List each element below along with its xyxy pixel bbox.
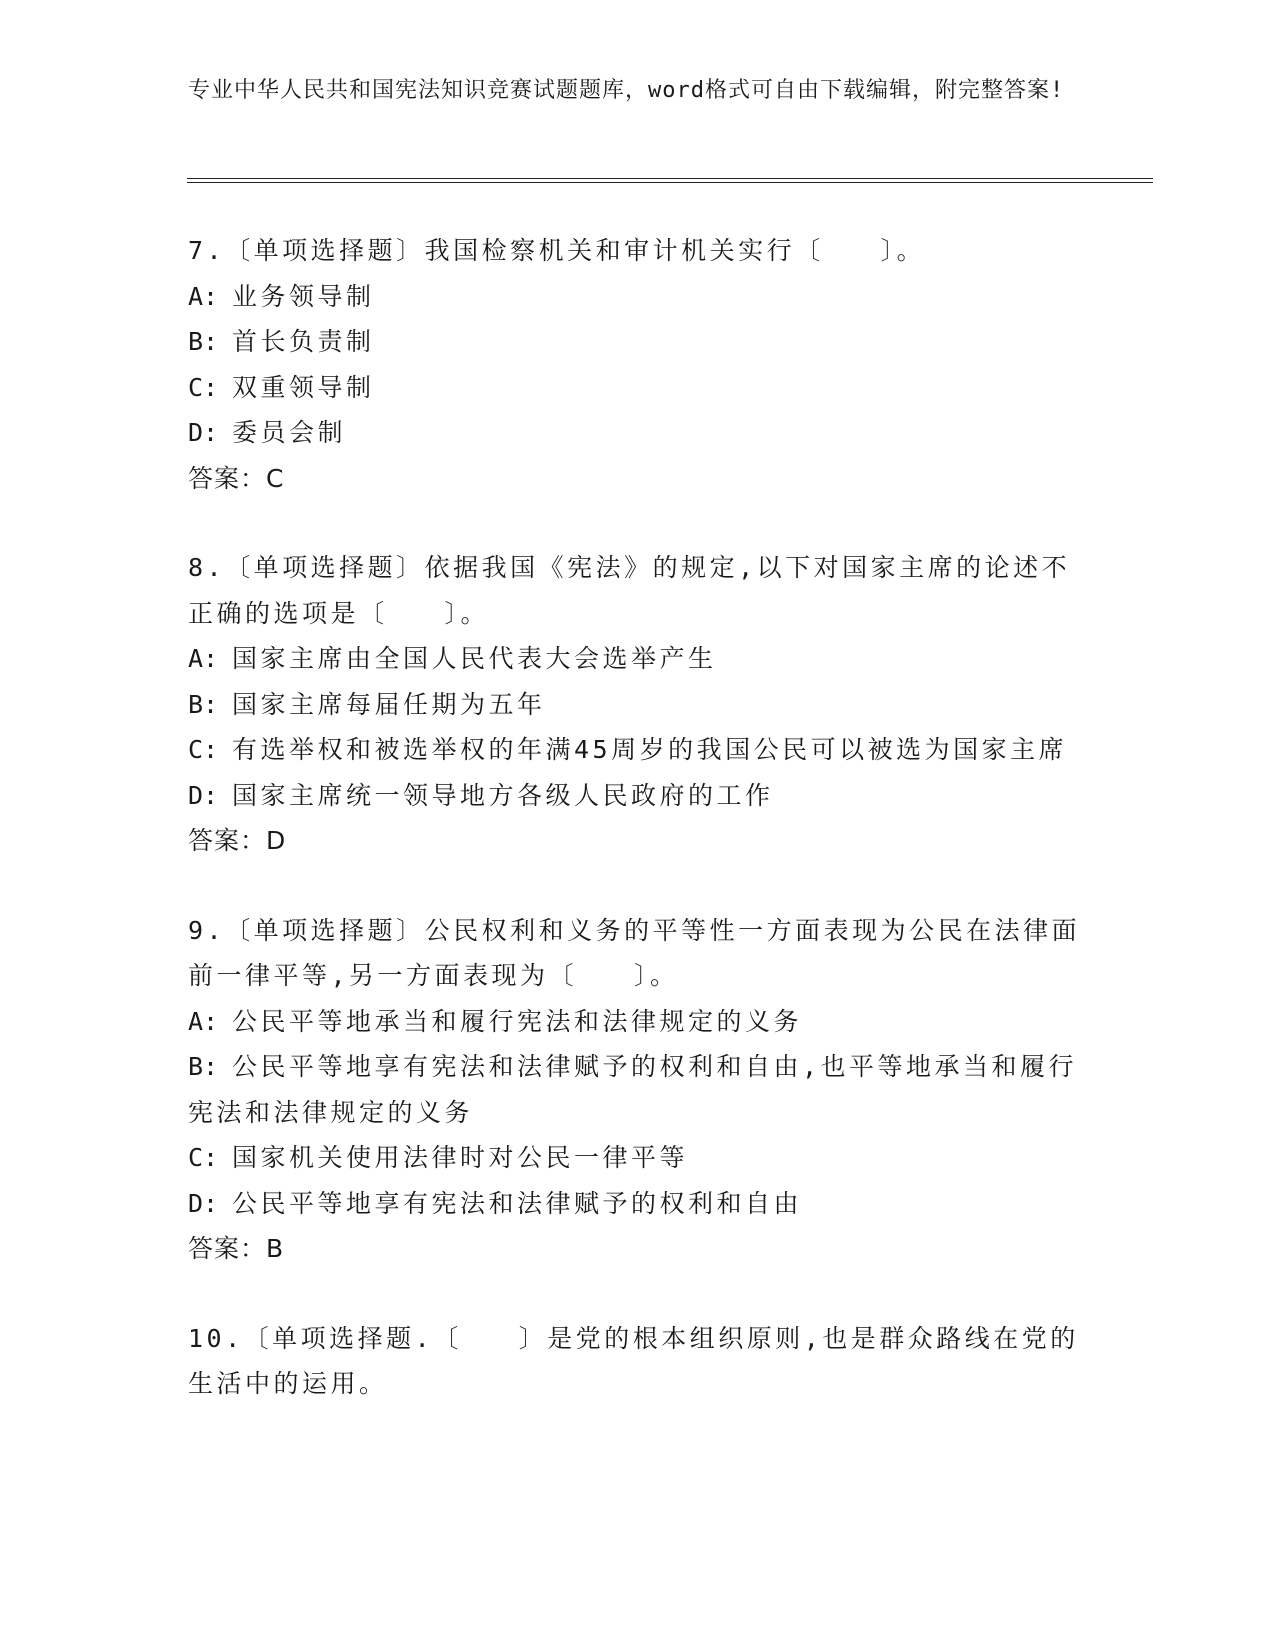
option-letter: A: [188, 1006, 219, 1036]
option-d [188, 410, 1088, 456]
option-text: 国家主席由全国人民代表大会选举产生 [232, 644, 717, 673]
option-a [188, 999, 1088, 1045]
option-letter: C: [188, 1143, 219, 1172]
option-letter: B: [188, 1052, 219, 1081]
option-text: 国家主席每届任期为五年 [232, 689, 546, 719]
option-b [188, 1044, 1088, 1135]
option-letter: D: [188, 1188, 219, 1218]
option-c [188, 727, 1088, 773]
option-a [188, 636, 1088, 682]
question-stem: 7.〔单项选择题〕我国检察机关和审计机关实行〔 〕。 [188, 236, 926, 265]
option-letter: B: [188, 689, 219, 719]
option-d [188, 773, 1088, 819]
option-letter: D: [188, 418, 219, 447]
option-a [188, 274, 1088, 320]
option-text: 公民平等地享有宪法和法律赋予的权利和自由 [232, 1188, 803, 1218]
option-text: 委员会制 [232, 418, 347, 447]
option-letter: C: [188, 372, 219, 402]
question-7 [188, 228, 1088, 501]
option-text: 首长负责制 [232, 327, 375, 356]
option-text: 公民平等地承当和履行宪法和法律规定的义务 [232, 1006, 803, 1036]
option-text: 业务领导制 [232, 281, 375, 311]
question-9 [188, 908, 1088, 1272]
option-letter: B: [188, 327, 219, 356]
question-answer: 答案：D [188, 826, 287, 855]
option-c [188, 1135, 1088, 1181]
header-rule-bottom [187, 182, 1153, 183]
option-text: 国家机关使用法律时对公民一律平等 [232, 1143, 689, 1172]
question-8 [188, 545, 1088, 864]
document-header-title: 专业中华人民共和国宪法知识竞赛试题题库，word格式可自由下载编辑，附完整答案! [188, 78, 1065, 103]
option-letter: A: [188, 281, 219, 311]
option-b [188, 682, 1088, 728]
question-answer: 答案：C [188, 463, 285, 493]
header-rule-top [187, 178, 1153, 179]
option-text: 双重领导制 [232, 372, 375, 402]
question-stem: 8.〔单项选择题〕依据我国《宪法》的规定,以下对国家主席的论述不正确的选项是〔 〕。 [188, 553, 1071, 628]
option-c [188, 365, 1088, 411]
option-text: 有选举权和被选举权的年满45周岁的我国公民可以被选为国家主席 [232, 735, 1068, 764]
option-text: 国家主席统一领导地方各级人民政府的工作 [232, 780, 774, 810]
option-text: 公民平等地享有宪法和法律赋予的权利和自由,也平等地承当和履行宪法和法律规定的义务 [188, 1052, 1078, 1127]
question-stem: 10.〔单项选择题.〔 〕是党的根本组织原则,也是群众路线在党的生活中的运用。 [188, 1323, 1079, 1398]
question-answer: 答案：B [188, 1234, 285, 1263]
option-b [188, 319, 1088, 365]
option-d [188, 1181, 1088, 1227]
question-list [188, 228, 1088, 1451]
question-10 [188, 1316, 1088, 1407]
option-letter: C: [188, 735, 219, 764]
question-stem: 9.〔单项选择题〕公民权利和义务的平等性一方面表现为公民在法律面前一律平等,另一方面表现为〔 〕。 [188, 915, 1081, 990]
option-letter: D: [188, 780, 219, 810]
option-letter: A: [188, 644, 219, 673]
